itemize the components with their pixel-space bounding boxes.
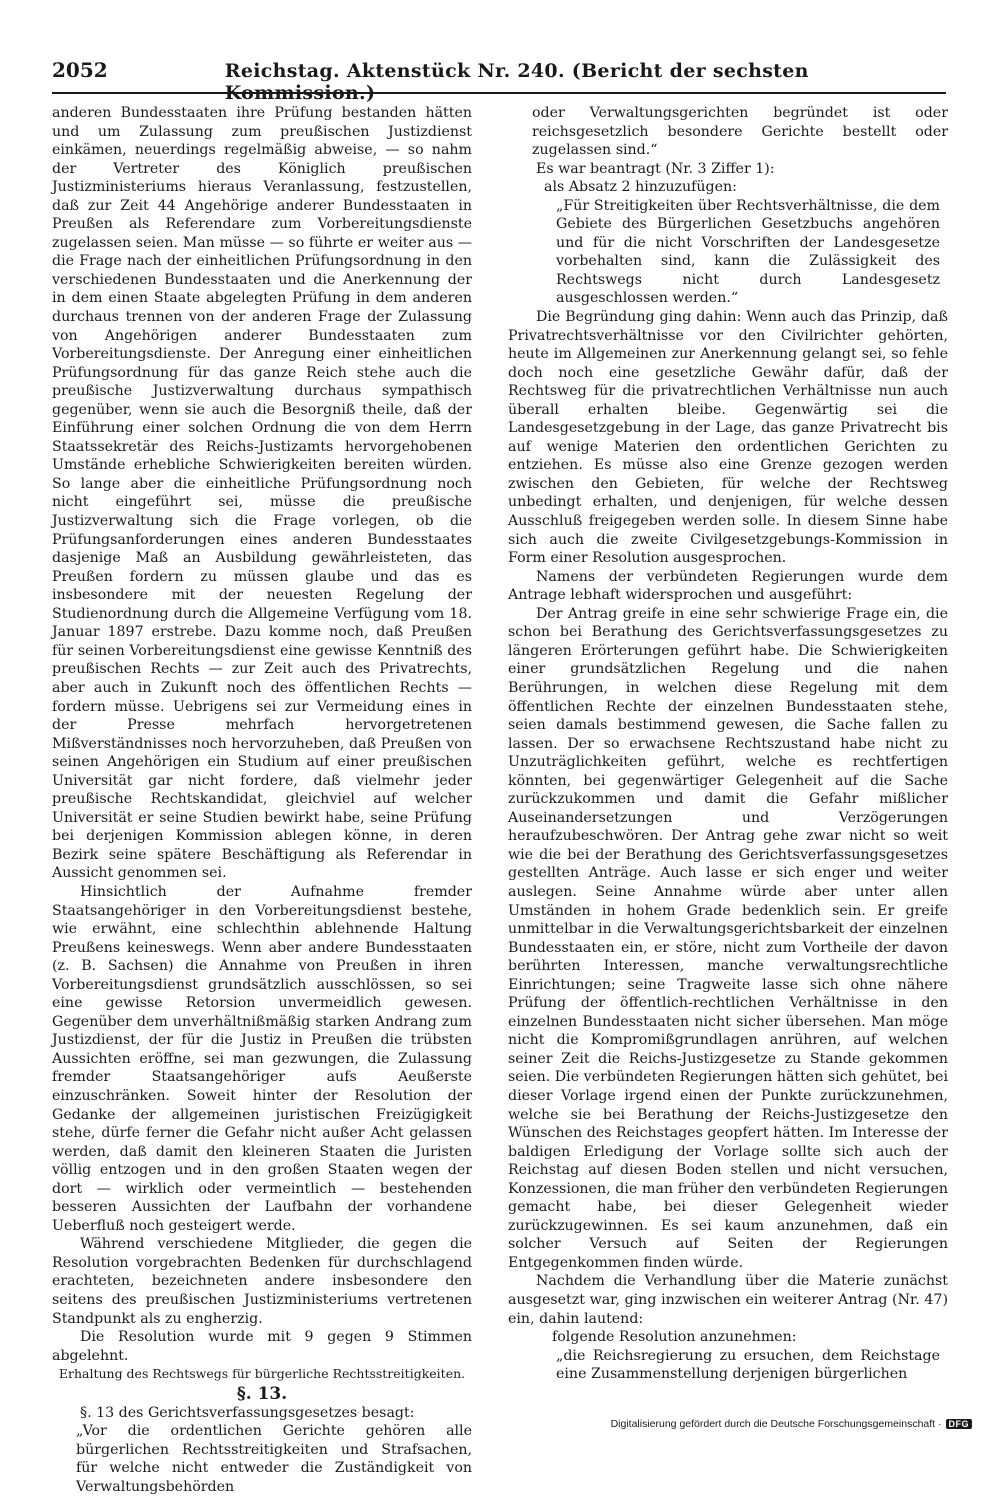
paragraph: Während verschiedene Mitglieder, die gegen die Resolution vorgebrachten Bedenken für durchschlagend erachteten, bezeichneten andere insbesondere den seitens des preußischen Justizministeriums vertretenen Standpunkt als zu engherzig.	[52, 1236, 472, 1327]
paragraph: als Absatz 2 hinzuzufügen:	[544, 179, 737, 196]
right-column	[508, 104, 948, 1384]
paragraph: folgende Resolution anzunehmen:	[552, 1329, 797, 1346]
page-footer	[611, 1418, 972, 1430]
section-heading: §. 13.	[236, 1383, 288, 1404]
running-head: Reichstag. Aktenstück Nr. 240. (Bericht der sechsten Kommission.)	[224, 60, 809, 104]
page-header	[52, 58, 946, 104]
quote-paragraph: oder Verwaltungsgerichten begründet ist oder reichsgesetzlich besondere Gerichte bestellt oder zugelassen sind.“	[532, 105, 948, 159]
footer-credit: Digitalisierung gefördert durch die Deutsche Forschungsgemeinschaft ·	[610, 1418, 942, 1430]
paragraph: §. 13 des Gerichtsverfassungsgesetzes besagt:	[80, 1404, 415, 1421]
paragraph: Hinsichtlich der Aufnahme fremder Staatsangehöriger in den Vorbereitungsdienst bestehe, wie erwähnt, eine schlechthin ablehnende Haltung Preußens keineswegs. Wenn aber andere Bundesstaaten (z. B. Sachsen) die Annahme von Preußen in ihren Vorbereitungsdienst grundsätzlich ausschlössen, so sei eine gewisse Retorsion unvermeidlich gewesen. Gegenüber dem unverhältnißmäßig starken Andrang zum Justizdienst, der für die Justiz in Preußen die trübsten Aussichten eröffne, sei man gezwungen, die Zulassung fremder Staatsangehöriger aufs Aeußerste einzuschränken. Soweit hinter der Resolution der Gedanke der allgemeinen juristischen Freizügigkeit stehe, dürfe ferner die Gefahr nicht außer Acht gelassen werden, daß damit den kleineren Staaten die Juristen völlig entzogen und in den großen Staaten wegen der dort — wirklich oder vermeintlich — bestehenden besseren Aussichten der Laufbahn der vorhandene Ueberfluß noch gesteigert werde.	[52, 883, 472, 1234]
section-caption: Erhaltung des Rechtswegs für bürgerliche Rechtsstreitigkeiten.	[58, 1366, 466, 1382]
dfg-logo: DFG	[946, 1419, 973, 1429]
quote-paragraph: „Vor die ordentlichen Gerichte gehören alle bürgerlichen Rechtsstreitigkeiten und Strafsachen, für welche nicht entweder die Zuständigkeit von Verwaltungsbehörden	[76, 1423, 472, 1495]
paragraph: anderen Bundesstaaten ihre Prüfung bestanden hätten und um Zulassung zum preußischen Justizdienst einkämen, neuerdings regelmäßig abweise, — so nahm der Vertreter des Königlich preußischen Justizministeriums hieraus Veranlassung, festzustellen, daß zur Zeit 44 Angehörige anderer Bundesstaaten in Preußen als Referendare zum Vorbereitungsdienste zugelassen seien. Man müsse — so führte er weiter aus — die Frage nach der einheitlichen Prüfungsordnung in den verschiedenen Bundesstaaten und die Anerkennung der in dem einen Staate abgelegten Prüfung in dem anderen durchaus trennen von der anderen Frage der Zulassung von Angehörigen anderer Bundesstaaten zum Vorbereitungsdienste. Der Anregung einer einheitlichen Prüfungsordnung für das ganze Reich stehe auch die preußische Justizverwaltung durchaus sympathisch gegenüber, wenn sie auch die Besorgniß theile, daß der Einführung einer solchen Ordnung die von dem Herrn Staatssekretär des Reichs-Justizamts hervorgehobenen Umstände erhebliche Schwierigkeiten bereiten würden. So lange aber die einheitliche Prüfungsordnung noch nicht eingeführt sei, müsse die preußische Justizverwaltung sich die Frage vorlegen, ob die Prüfungsanforderungen eines anderen Bundesstaates dasjenige Maß an Ausbildung gewährleisteten, das Preußen fordern zu müssen glaube und das es insbesondere mit der neuesten Regelung der Studienordnung durch die Allgemeine Verfügung vom 18. Januar 1897 erstrebe. Dazu komme noch, daß Preußen für seinen Vorbereitungsdienst eine gewisse Kenntniß des preußischen Rechts — zur Zeit auch des Privatrechts, aber auch in Zukunft noch des öffentlichen Rechts — fordern müsse. Uebrigens sei zur Vermeidung eines in der Presse mehrfach hervorgetretenen Mißverständnisses noch hervorzuheben, daß Preußen von seinen Angehörigen ein Studium auf einer preußischen Universität gar nicht fordere, daß vielmehr jeder preußische Rechtskandidat, gleichviel auf welcher Universität er seine Studien bewirkt habe, seine Prüfung bei derjenigen Kommission ablegen könne, in deren Bezirk seine spätere Beschäftigung als Referendar in Aussicht genommen sei.	[52, 105, 472, 882]
left-column	[52, 104, 472, 1496]
paragraph: Die Resolution wurde mit 9 gegen 9 Stimmen abgelehnt.	[52, 1329, 472, 1364]
paragraph: Nachdem die Verhandlung über die Materie zunächst ausgesetzt war, ging inzwischen ein weiterer Antrag (Nr. 47) ein, dahin lautend:	[508, 1273, 948, 1327]
quote-paragraph: „die Reichsregierung zu ersuchen, dem Reichstage eine Zusammenstellung derjenigen bürgerlichen	[556, 1347, 940, 1383]
paragraph: Namens der verbündeten Regierungen wurde dem Antrage lebhaft widersprochen und ausgeführt:	[508, 568, 948, 604]
paragraph: Der Antrag greife in eine sehr schwierige Frage ein, die schon bei Berathung des Gerichtsverfassungsgesetzes zu längeren Erörterungen geführt habe. Die Schwierigkeiten einer grundsätzlichen Regelung und die nahen Berührungen, in welchen diese Regelung mit dem öffentlichen Rechte der einzelnen Bundesstaaten stehe, seien damals bestimmend gewesen, die Sache fallen zu lassen. Der so erwachsene Rechtszustand habe nicht zu Unzuträglichkeiten geführt, welche es rechtfertigen könnten, bei gegenwärtiger Gelegenheit auf die Sache zurückzukommen und damit die Gefahr mißlicher Auseinandersetzungen und Verzögerungen heraufzubeschwören. Der Antrag gehe zwar nicht so weit wie die bei der Berathung des Gerichtsverfassungsgesetzes gestellten Anträge. Auch lasse er sich enger und weiter auslegen. Seine Annahme würde aber unter allen Umständen in hohem Grade bedenklich sein. Er greife unmittelbar in die Verwaltungsgerichtsbarkeit der einzelnen Bundesstaaten ein, er störe, nicht zum Vortheile der davon berührten Interessen, manche verwaltungsrechtliche Einrichtungen; seine Tragweite lasse sich ohne nähere Prüfung der öffentlich-rechtlichen Verhältnisse in den einzelnen Bundesstaaten nicht sicher übersehen. Man möge nicht die Kompromißgrundlagen anrühren, auf welchen seiner Zeit die Reichs-Justizgesetze zu Stande gekommen seien. Die verbündeten Regierungen hätten sich gehütet, bei dieser Vorlage irgend einen der Punkte zurückzunehmen, welche sie bei Berathung der Reichs-Justizgesetze den Wünschen des Reichstages geopfert hätten. Im Interesse der baldigen Erledigung der Vorlage sollte sich auch der Reichstag auf diesen Boden stellen und nicht versuchen, Konzessionen, die man früher den verbündeten Regierungen gemacht habe, bei dieser Gelegenheit wieder zurückzugewinnen. Es sei kaum anzunehmen, daß ein solcher Versuch auf Seiten der Regierungen Entgegenkommen finden würde.	[508, 605, 948, 1271]
page-number: 2052	[52, 58, 108, 82]
paragraph: Die Begründung ging dahin: Wenn auch das Prinzip, daß Privatrechtsverhältnisse vor den Civilrichter gehörten, heute im Allgemeinen zur Anerkennung gelangt sei, so fehle doch noch eine gesetzliche Gewähr dafür, daß der Rechtsweg für die privatrechtlichen Verhältnisse nun auch überall erhalten bleibe. Gegenwärtig sei die Landesgesetzgebung in der Lage, das ganze Privatrecht bis auf wenige Materien den ordentlichen Gerichten zu entziehen. Es müsse also eine Grenze gezogen werden zwischen den Gebieten, für welche der Rechtsweg unbedingt erhalten, und denjenigen, für welche dessen Ausschluß freigegeben werden solle. In diesem Sinne habe sich auch die zweite Civilgesetzgebungs-Kommission in Form einer Resolution ausgesprochen.	[508, 309, 948, 567]
quote-paragraph: „Für Streitigkeiten über Rechtsverhältnisse, die dem Gebiete des Bürgerlichen Gesetzbuchs angehören und für die nicht Vorschriften der Landesgesetze vorbehalten sind, kann die Zulässigkeit des Rechtswegs nicht durch Landesgesetz ausgeschlossen werden.“	[556, 197, 940, 307]
paragraph: Es war beantragt (Nr. 3 Ziffer 1):	[536, 160, 775, 177]
